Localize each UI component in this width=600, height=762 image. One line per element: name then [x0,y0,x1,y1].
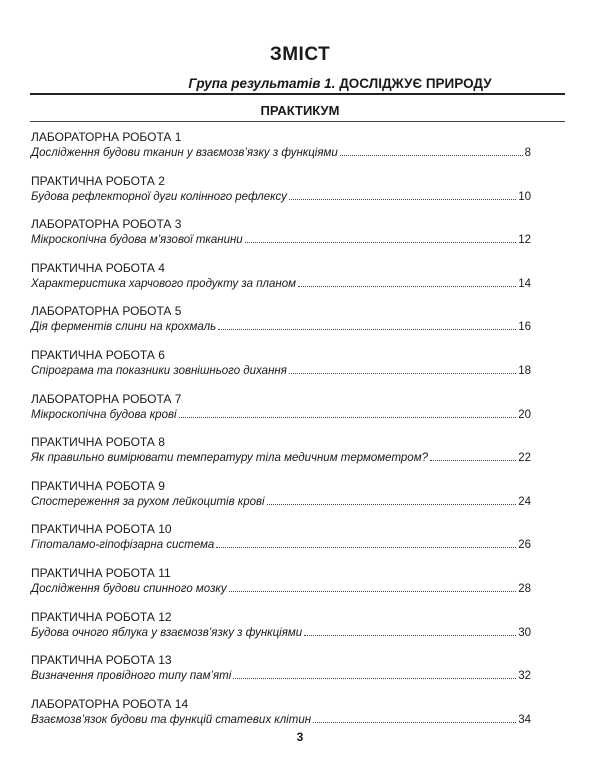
toc-leader-dots [179,407,517,418]
toc-entry-line [31,494,531,510]
toc-entry-kind: ПРАКТИЧНА РОБОТА 9 [31,478,165,493]
heading-divider [30,93,565,95]
toc-entry-page[interactable]: 18 [518,364,531,377]
toc-entry-line [31,276,531,292]
toc-entry[interactable] [31,174,531,216]
toc-entry-page[interactable]: 14 [518,277,531,290]
toc-entry-page[interactable]: 26 [518,539,531,552]
toc-entry-kind: ПРАКТИЧНА РОБОТА 4 [31,260,165,275]
toc-entry-kind: ЛАБОРАТОРНА РОБОТА 1 [31,130,182,144]
toc-entry-topic: Характеристика харчового продукту за планом [31,277,297,290]
group-text: ДОСЛІДЖУЄ ПРИРОДУ [339,76,492,91]
page-number: 3 [296,730,304,744]
toc-entry-page[interactable]: 8 [524,147,531,159]
toc-leader-dots [216,537,516,548]
toc-entry[interactable] [31,304,531,346]
toc-entry-page[interactable]: 10 [518,190,531,203]
toc-entry[interactable] [31,479,531,521]
toc-leader-dots [304,625,516,636]
toc-entry-page[interactable]: 34 [518,713,531,726]
page-title: ЗМІСТ [269,44,331,65]
toc-entry-topic: Мікроскопічна будова м’язової тканини [31,234,243,247]
section-divider [30,121,565,122]
toc-leader-dots [229,581,517,592]
toc-entry-page[interactable]: 32 [518,670,531,683]
toc-entry-kind: ЛАБОРАТОРНА РОБОТА 3 [31,217,182,232]
toc-entry[interactable] [31,348,531,390]
toc-entry-page[interactable]: 12 [518,234,531,247]
toc-entry-line [31,450,531,466]
toc-entry-kind: ПРАКТИЧНА РОБОТА 6 [31,347,165,362]
toc-entry-topic: Мікроскопічна будова крові [31,408,177,421]
table-of-contents [31,128,531,738]
toc-entry-line [31,712,531,728]
toc-entry-topic: Дія ферментів слини на крохмаль [31,321,217,334]
toc-entry-kind: ПРАКТИЧНА РОБОТА 8 [31,435,165,450]
toc-entry[interactable] [31,566,531,608]
toc-entry-topic: Як правильно вимірювати температуру тіла медичним термометром? [31,452,428,465]
toc-leader-dots [218,319,516,330]
toc-entry-topic: Визначення провідного типу пам’яті [31,670,232,683]
toc-entry-page[interactable]: 20 [518,408,531,421]
toc-entry-line [31,189,531,205]
toc-entry-kind: ЛАБОРАТОРНА РОБОТА 5 [31,304,182,319]
toc-entry[interactable] [31,130,531,172]
toc-entry-topic: Спірограма та показники зовнішнього дихання [31,364,287,377]
toc-entry[interactable] [31,610,531,652]
toc-entry-kind: ПРАКТИЧНА РОБОТА 2 [31,173,165,188]
toc-entry-topic: Дослідження будови тканин у взаємозв’язку з функціями [31,147,338,159]
toc-leader-dots [340,145,523,156]
toc-entry-kind: ПРАКТИЧНА РОБОТА 10 [31,522,172,537]
toc-entry-line [31,407,531,423]
toc-entry-topic: Дослідження будови спинного мозку [31,582,227,595]
toc-leader-dots [289,189,516,200]
toc-entry-page[interactable]: 30 [518,626,531,639]
toc-entry-kind: ПРАКТИЧНА РОБОТА 13 [31,653,172,668]
toc-entry-line [31,581,531,597]
toc-leader-dots [313,712,516,723]
toc-entry-page[interactable]: 28 [518,582,531,595]
toc-entry-page[interactable]: 16 [518,321,531,334]
toc-leader-dots [298,276,516,287]
toc-entry-topic: Взаємозв’язок будови та функцій статевих клітин [31,713,312,726]
toc-entry[interactable] [31,435,531,477]
toc-entry-kind: ПРАКТИЧНА РОБОТА 11 [31,565,171,580]
toc-entry-topic: Спостереження за рухом лейкоцитів крові [31,495,265,508]
toc-entry[interactable] [31,522,531,564]
toc-entry-page[interactable]: 24 [518,495,531,508]
toc-leader-dots [289,363,516,374]
group-heading [140,76,540,91]
toc-leader-dots [430,450,516,461]
toc-entry-kind: ЛАБОРАТОРНА РОБОТА 7 [31,391,182,406]
toc-entry-page[interactable]: 22 [518,452,531,465]
section-title: ПРАКТИКУМ [260,103,340,118]
toc-entry-line [31,668,531,684]
toc-entry-line [31,537,531,553]
toc-entry-topic: Будова рефлекторної дуги колінного рефлексу [31,190,287,203]
toc-entry-topic: Будова очного яблука у взаємозв’язку з функціями [31,626,303,639]
toc-entry-kind: ЛАБОРАТОРНА РОБОТА 14 [31,696,189,711]
toc-entry[interactable] [31,653,531,695]
toc-leader-dots [233,668,516,679]
toc-entry-line [31,363,531,379]
toc-entry-line [31,145,531,161]
toc-entry[interactable] [31,261,531,303]
toc-leader-dots [245,232,517,243]
toc-entry-kind: ПРАКТИЧНА РОБОТА 12 [31,609,172,624]
toc-leader-dots [267,494,517,505]
toc-entry-line [31,232,531,248]
toc-entry-line [31,625,531,641]
group-lead: Група результатів 1. [188,76,336,91]
toc-entry[interactable] [31,392,531,434]
toc-entry[interactable] [31,217,531,259]
toc-entry-topic: Гіпоталамо-гіпофізарна система [31,539,215,552]
toc-entry-line [31,319,531,335]
